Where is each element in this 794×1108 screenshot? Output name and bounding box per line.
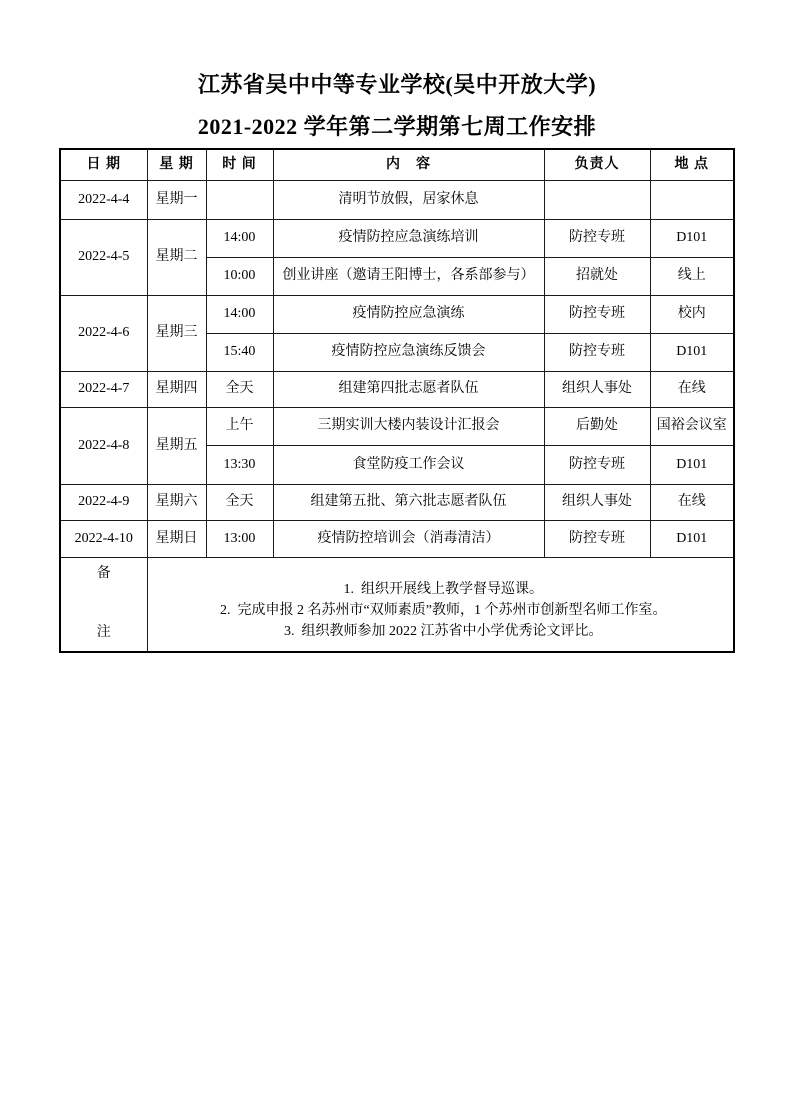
time-cell: 14:00 (206, 295, 273, 333)
owner-cell: 防控专班 (544, 219, 650, 257)
header-content: 内 容 (273, 149, 544, 180)
owner-cell: 后勤处 (544, 407, 650, 445)
weekday-cell: 星期一 (147, 180, 206, 219)
location-cell: 国裕会议室 (650, 407, 734, 445)
weekday-cell: 星期六 (147, 484, 206, 520)
location-cell: 在线 (650, 371, 734, 407)
header-owner: 负责人 (544, 149, 650, 180)
location-cell: 在线 (650, 484, 734, 520)
time-cell: 全天 (206, 484, 273, 520)
note-line: 1. 组织开展线上教学督导巡课。 (343, 582, 543, 597)
notes-label-top: 备 (96, 565, 111, 581)
content-cell: 清明节放假，居家休息 (273, 180, 544, 219)
time-cell: 15:40 (206, 333, 273, 371)
owner-cell: 防控专班 (544, 333, 650, 371)
note-line: 2. 完成申报 2 名苏州市“双师素质”教师，1 个苏州市创新型名师工作室。 (220, 603, 667, 618)
table-row (60, 520, 734, 557)
owner-cell: 组织人事处 (544, 484, 650, 520)
table-row (60, 371, 734, 407)
content-cell: 组建第四批志愿者队伍 (273, 371, 544, 407)
time-cell (206, 180, 273, 219)
date-cell: 2022-4-10 (60, 520, 147, 557)
content-cell: 创业讲座（邀请王阳博士，各系部参与） (273, 257, 544, 295)
location-cell: 校内 (650, 295, 734, 333)
owner-cell: 防控专班 (544, 520, 650, 557)
time-cell: 上午 (206, 407, 273, 445)
header-weekday: 星 期 (147, 149, 206, 180)
table-row (60, 219, 734, 257)
date-cell: 2022-4-9 (60, 484, 147, 520)
content-cell: 疫情防控应急演练反馈会 (273, 333, 544, 371)
location-cell: D101 (650, 520, 734, 557)
time-cell: 全天 (206, 371, 273, 407)
weekday-cell: 星期四 (147, 371, 206, 407)
table-row (60, 295, 734, 333)
time-cell: 13:00 (206, 520, 273, 557)
owner-cell: 防控专班 (544, 445, 650, 484)
weekday-cell: 星期三 (147, 295, 206, 371)
date-cell: 2022-4-5 (60, 219, 147, 295)
location-cell: D101 (650, 219, 734, 257)
location-cell: D101 (650, 445, 734, 484)
content-cell: 疫情防控应急演练 (273, 295, 544, 333)
location-cell (650, 180, 734, 219)
weekday-cell: 星期日 (147, 520, 206, 557)
content-cell: 组建第五批、第六批志愿者队伍 (273, 484, 544, 520)
owner-cell (544, 180, 650, 219)
content-cell: 食堂防疫工作会议 (273, 445, 544, 484)
schedule-table (59, 148, 735, 653)
date-cell: 2022-4-8 (60, 407, 147, 484)
owner-cell: 防控专班 (544, 295, 650, 333)
doc-title: 江苏省吴中中等专业学校(吴中开放大学) (197, 72, 597, 97)
content-cell: 三期实训大楼内装设计汇报会 (273, 407, 544, 445)
header-date: 日 期 (60, 149, 147, 180)
note-line: 3. 组织教师参加 2022 江苏省中小学优秀论文评比。 (284, 624, 603, 639)
table-row (60, 484, 734, 520)
owner-cell: 组织人事处 (544, 371, 650, 407)
date-cell: 2022-4-7 (60, 371, 147, 407)
time-cell: 14:00 (206, 219, 273, 257)
table-row (60, 180, 734, 219)
header-row (60, 149, 734, 180)
content-cell: 疫情防控应急演练培训 (273, 219, 544, 257)
weekday-cell: 星期五 (147, 407, 206, 484)
time-cell: 10:00 (206, 257, 273, 295)
notes-label-cell (60, 557, 147, 652)
notes-row (60, 557, 734, 652)
table-row (60, 407, 734, 445)
weekday-cell: 星期二 (147, 219, 206, 295)
date-cell: 2022-4-6 (60, 295, 147, 371)
date-cell: 2022-4-4 (60, 180, 147, 219)
notes-label-bottom: 注 (96, 624, 111, 640)
header-location: 地 点 (650, 149, 734, 180)
location-cell: 线上 (650, 257, 734, 295)
header-time: 时 间 (206, 149, 273, 180)
notes-cell (147, 557, 734, 652)
location-cell: D101 (650, 333, 734, 371)
doc-subtitle: 2021-2022 学年第二学期第七周工作安排 (197, 114, 597, 139)
content-cell: 疫情防控培训会（消毒清洁） (273, 520, 544, 557)
time-cell: 13:30 (206, 445, 273, 484)
owner-cell: 招就处 (544, 257, 650, 295)
